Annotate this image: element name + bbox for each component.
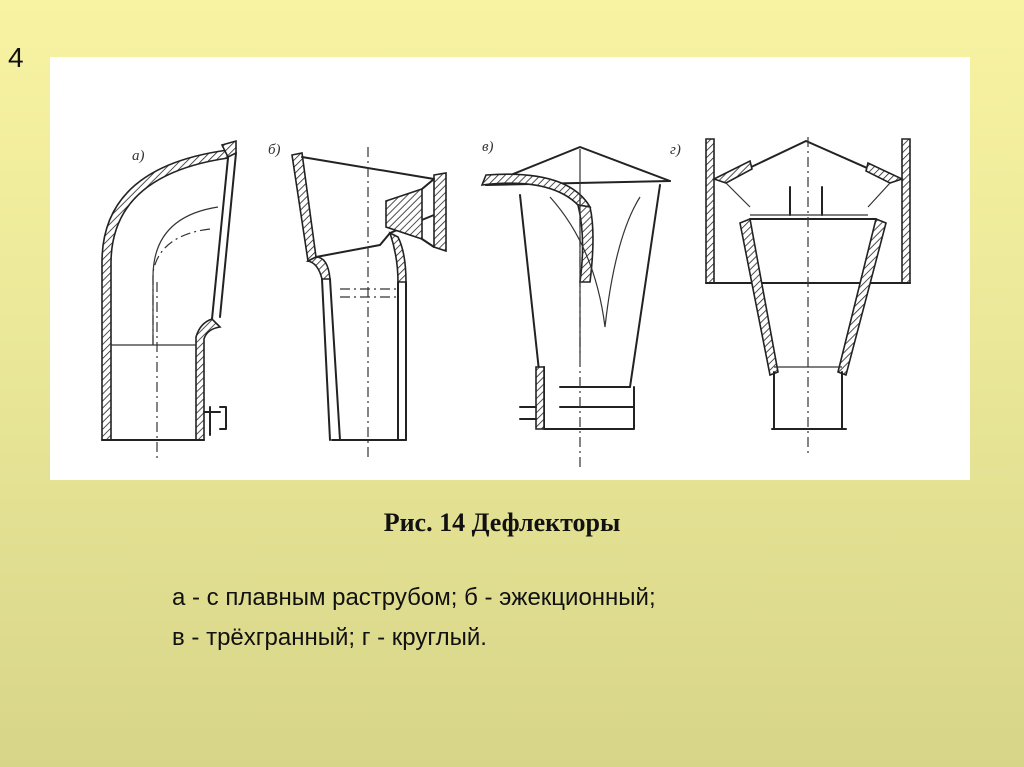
caption-title: Рис. 14 Дефлекторы (383, 508, 621, 537)
figure-caption (0, 508, 1024, 538)
label-v: в) (482, 139, 494, 155)
figure-legend (172, 578, 656, 658)
label-b: б) (268, 142, 281, 158)
deflector-v-drawing (482, 139, 670, 467)
deflector-b-drawing (268, 142, 446, 457)
legend-line-1: а - с плавным раструбом; б - эжекционный; (172, 584, 656, 611)
label-g: г) (670, 142, 681, 158)
legend-line-2: в - трёхгранный; г - круглый. (172, 624, 487, 651)
deflector-a-drawing (102, 141, 236, 462)
slide-number: 4 (8, 42, 24, 73)
deflector-g-drawing (670, 137, 910, 457)
label-a: а) (132, 148, 145, 164)
deflector-drawings (50, 57, 970, 480)
